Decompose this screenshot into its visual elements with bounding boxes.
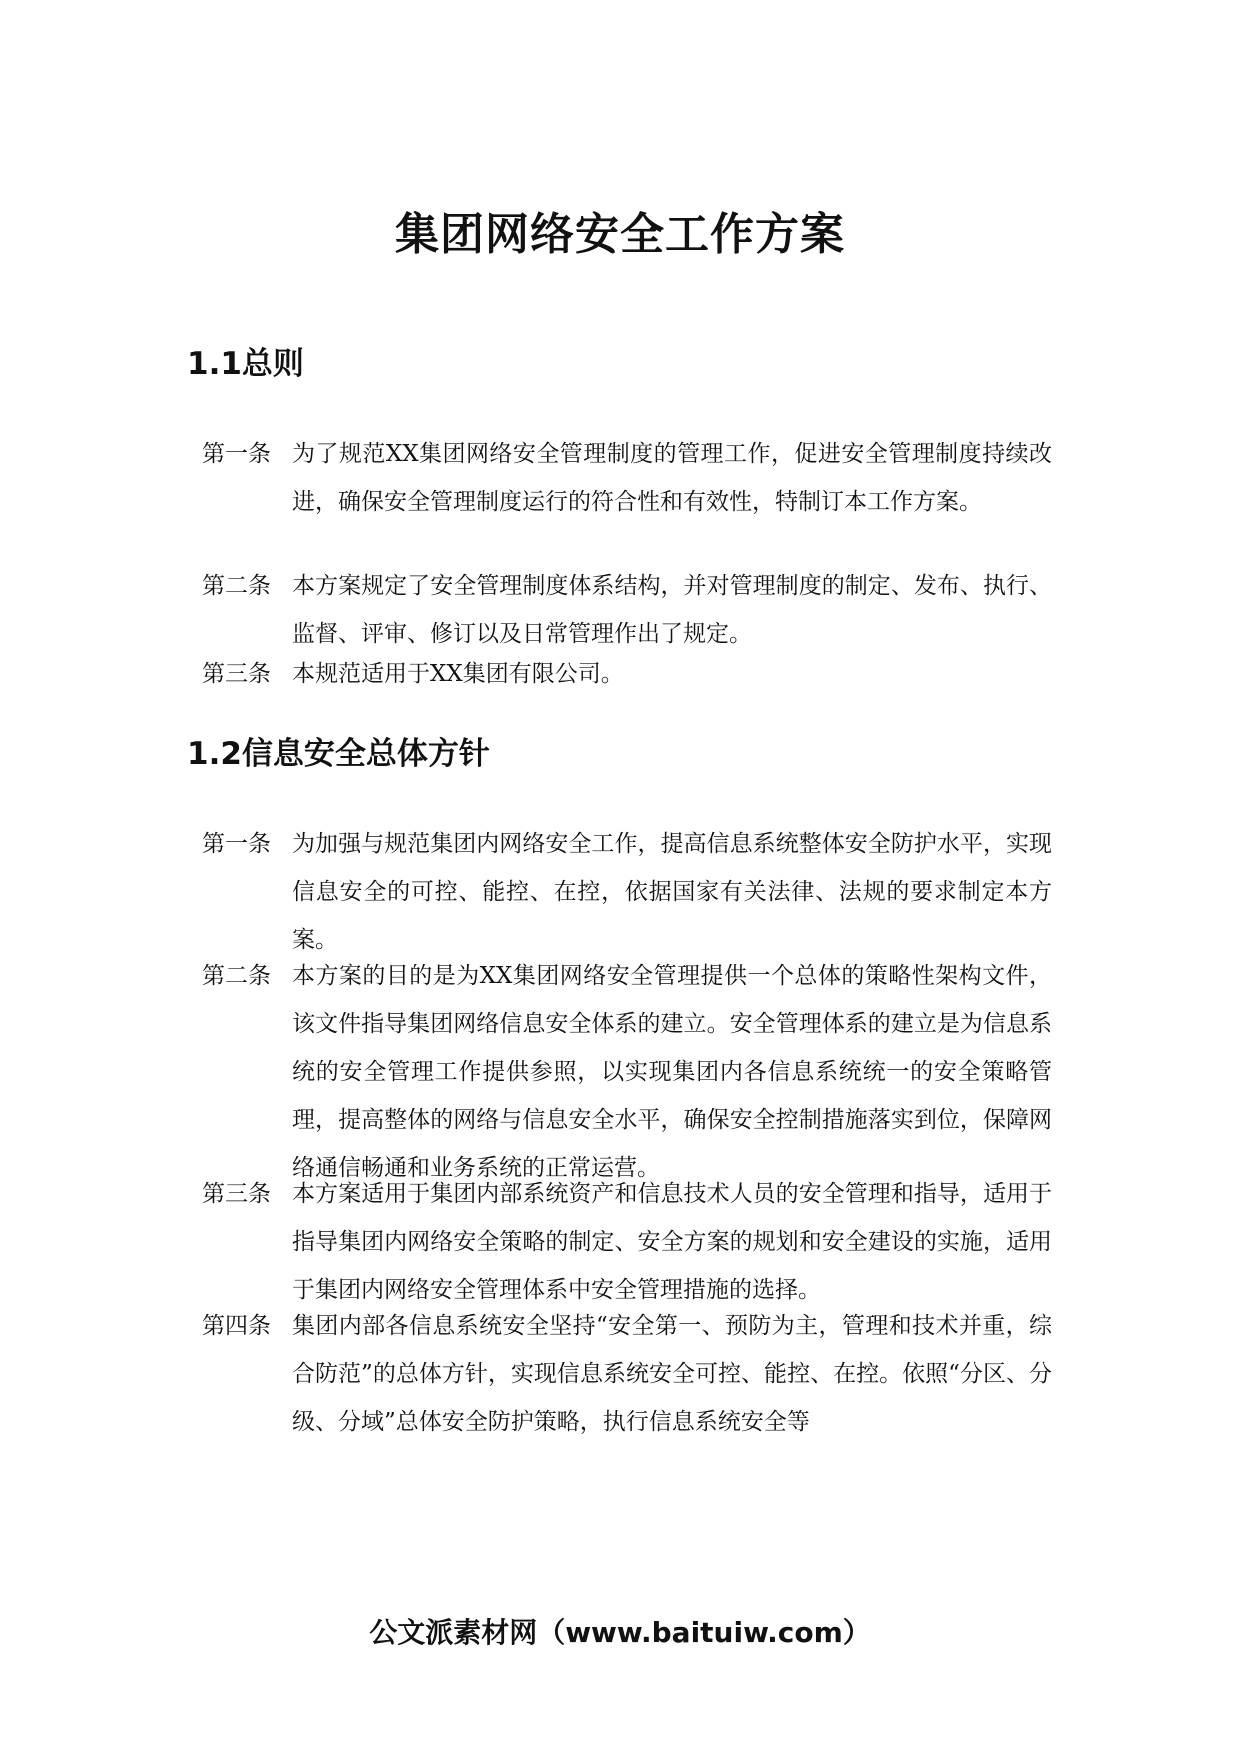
article-item bbox=[202, 562, 1062, 658]
article-text: 本方案适用于集团内部系统资产和信息技术人员的安全管理和指导，适用于指导集团内网络安全策略的制定、安全方案的规划和安全建设的实施，适用于集团内网络安全管理体系中安全管理措施的选择。 bbox=[292, 1181, 1052, 1303]
article-item bbox=[202, 430, 1062, 526]
article-label: 第二条 bbox=[202, 963, 271, 989]
footer-watermark: 公文派素材网（www.baituiw.com） bbox=[369, 1616, 871, 1649]
article-label: 第一条 bbox=[202, 831, 271, 857]
article-text: 为了规范XX集团网络安全管理制度的管理工作，促进安全管理制度持续改进，确保安全管理制度运行的符合性和有效性，特制订本工作方案。 bbox=[292, 441, 1052, 515]
article-label: 第四条 bbox=[202, 1313, 271, 1339]
article-item bbox=[202, 820, 1062, 964]
article-label: 第二条 bbox=[202, 573, 271, 599]
article-item bbox=[202, 952, 1062, 1192]
article-text: 本规范适用于XX集团有限公司。 bbox=[292, 661, 624, 687]
article-text: 集团内部各信息系统安全坚持“安全第一、预防为主，管理和技术并重，综合防范”的总体方针，实现信息系统安全可控、能控、在控。依照“分区、分级、分域”总体安全防护策略，执行信息系统安全等 bbox=[292, 1313, 1052, 1435]
article-text: 为加强与规范集团内网络安全工作，提高信息系统整体安全防护水平，实现信息安全的可控、能控、在控，依据国家有关法律、法规的要求制定本方案。 bbox=[292, 831, 1052, 953]
article-item bbox=[202, 1302, 1062, 1446]
section-heading-security-policy: 1.2信息安全总体方针 bbox=[187, 736, 490, 772]
article-label: 第三条 bbox=[202, 661, 271, 687]
article-label: 第三条 bbox=[202, 1181, 271, 1207]
article-label: 第一条 bbox=[202, 441, 271, 467]
section-heading-general: 1.1总则 bbox=[187, 346, 304, 382]
article-item bbox=[202, 1170, 1062, 1314]
article-text: 本方案的目的是为XX集团网络安全管理提供一个总体的策略性架构文件，该文件指导集团网络信息安全体系的建立。安全管理体系的建立是为信息系统的安全管理工作提供参照，以实现集团内各信息系统统一的安全策略管理，提高整体的网络与信息安全水平，确保安全控制措施落实到位，保障网络通信畅通和业务系统的正常运营。 bbox=[292, 963, 1052, 1181]
article-text: 本方案规定了安全管理制度体系结构，并对管理制度的制定、发布、执行、监督、评审、修订以及日常管理作出了规定。 bbox=[292, 573, 1052, 647]
article-item bbox=[202, 650, 1062, 698]
document-title: 集团网络安全工作方案 bbox=[395, 209, 845, 260]
